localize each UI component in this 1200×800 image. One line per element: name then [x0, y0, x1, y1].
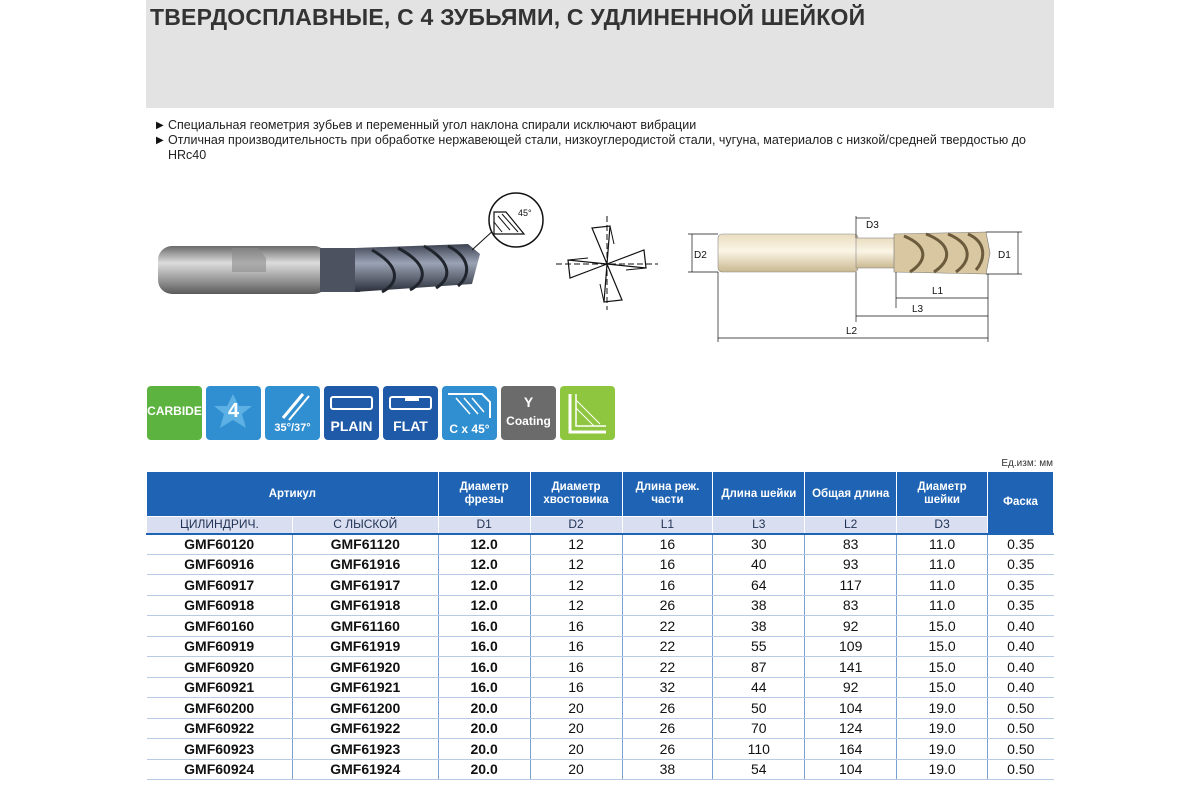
cell-cyl-article: GMF60921 [147, 677, 293, 698]
cell-d2: 20 [530, 759, 622, 780]
subheader-flat: С ЛЫСКОЙ [292, 517, 438, 534]
cell-chamfer: 0.35 [988, 595, 1054, 616]
header-l3: Длина шейки [713, 472, 805, 517]
cell-flat-article: GMF61919 [292, 636, 438, 657]
cell-d2: 20 [530, 718, 622, 739]
cell-d3: 15.0 [897, 657, 988, 678]
page-title: ТВЕРДОСПЛАВНЫЕ, С 4 ЗУБЬЯМИ, С УДЛИНЕННОЙ ШЕЙКОЙ [150, 4, 866, 30]
cell-l1: 32 [622, 677, 713, 698]
cell-d2: 16 [530, 657, 622, 678]
cell-d2: 12 [530, 595, 622, 616]
subheader-d2: D2 [530, 517, 622, 534]
bullet-arrow-icon: ▶ [156, 135, 164, 146]
cell-d1: 12.0 [438, 575, 530, 596]
cell-l1: 26 [622, 739, 713, 760]
cell-d1: 20.0 [438, 718, 530, 739]
cell-l3: 55 [713, 636, 805, 657]
cell-d1: 12.0 [438, 595, 530, 616]
cell-d1: 20.0 [438, 759, 530, 780]
cell-l2: 93 [805, 554, 897, 575]
table-row [147, 534, 1054, 555]
cell-cyl-article: GMF60160 [147, 616, 293, 637]
l1-label: L1 [932, 286, 944, 297]
cell-flat-article: GMF61923 [292, 739, 438, 760]
cell-d2: 12 [530, 554, 622, 575]
cell-d1: 16.0 [438, 677, 530, 698]
cell-chamfer: 0.50 [988, 759, 1054, 780]
cell-l2: 83 [805, 595, 897, 616]
cell-l2: 117 [805, 575, 897, 596]
cell-l3: 64 [713, 575, 805, 596]
chamfer-angle-label: 45° [518, 208, 532, 218]
chamfer-icon: C x 45° [442, 386, 497, 440]
cell-l1: 22 [622, 636, 713, 657]
table-row [147, 677, 1054, 698]
cell-cyl-article: GMF60918 [147, 595, 293, 616]
cell-d3: 11.0 [897, 575, 988, 596]
subheader-d1: D1 [438, 517, 530, 534]
cell-flat-article: GMF61200 [292, 698, 438, 719]
cell-l2: 104 [805, 759, 897, 780]
cell-l2: 92 [805, 616, 897, 637]
cell-d3: 19.0 [897, 739, 988, 760]
cell-l3: 30 [713, 534, 805, 555]
cell-l1: 22 [622, 657, 713, 678]
cell-flat-article: GMF61916 [292, 554, 438, 575]
cell-l3: 110 [713, 739, 805, 760]
cell-d3: 11.0 [897, 595, 988, 616]
cell-cyl-article: GMF60120 [147, 534, 293, 555]
unit-note: Ед.изм: мм [1001, 458, 1053, 469]
cell-l1: 16 [622, 575, 713, 596]
plain-shank-icon: PLAIN [324, 386, 379, 440]
cell-d3: 19.0 [897, 759, 988, 780]
cell-d2: 16 [530, 677, 622, 698]
l3-label: L3 [912, 304, 924, 315]
subheader-l3: L3 [713, 517, 805, 534]
cell-l2: 109 [805, 636, 897, 657]
table-row [147, 616, 1054, 637]
cell-l3: 38 [713, 595, 805, 616]
bullet-arrow-icon: ▶ [156, 120, 164, 131]
cell-cyl-article: GMF60919 [147, 636, 293, 657]
cell-l2: 104 [805, 698, 897, 719]
material-icon [560, 386, 615, 440]
cell-d3: 19.0 [897, 718, 988, 739]
header-d3: Диаметр шейки [897, 472, 988, 517]
cell-d1: 20.0 [438, 698, 530, 719]
cell-flat-article: GMF61917 [292, 575, 438, 596]
cell-d2: 16 [530, 636, 622, 657]
table-row [147, 657, 1054, 678]
cell-l2: 164 [805, 739, 897, 760]
cell-l3: 70 [713, 718, 805, 739]
cell-chamfer: 0.40 [988, 636, 1054, 657]
end-mill-illustration [150, 186, 550, 306]
cell-flat-article: GMF61924 [292, 759, 438, 780]
cell-d2: 12 [530, 534, 622, 555]
cell-chamfer: 0.40 [988, 616, 1054, 637]
d3-label: D3 [866, 220, 879, 231]
cell-l3: 54 [713, 759, 805, 780]
cell-d3: 19.0 [897, 698, 988, 719]
feature-text: Отличная производительность при обработке нержавеющей стали, низкоуглеродистой стали, чугуна, материалов с низкой/средней твердостью до HRc40 [168, 133, 1026, 162]
cell-d2: 20 [530, 739, 622, 760]
cell-l2: 83 [805, 534, 897, 555]
cell-d3: 15.0 [897, 636, 988, 657]
cell-l3: 50 [713, 698, 805, 719]
cell-d2: 20 [530, 698, 622, 719]
helix-angle-icon: 35°/37° [265, 386, 320, 440]
cell-flat-article: GMF61120 [292, 534, 438, 555]
flat-shank-icon: FLAT [383, 386, 438, 440]
cell-l1: 16 [622, 554, 713, 575]
cell-chamfer: 0.50 [988, 718, 1054, 739]
cell-flat-article: GMF61920 [292, 657, 438, 678]
cell-d2: 16 [530, 616, 622, 637]
cell-chamfer: 0.40 [988, 657, 1054, 678]
cell-cyl-article: GMF60923 [147, 739, 293, 760]
table-row [147, 575, 1054, 596]
cell-l1: 22 [622, 616, 713, 637]
cell-l3: 40 [713, 554, 805, 575]
cross-section-diagram [552, 214, 662, 314]
subheader-l2: L2 [805, 517, 897, 534]
cell-cyl-article: GMF60920 [147, 657, 293, 678]
l2-label: L2 [846, 326, 858, 337]
dimension-drawing [680, 212, 1040, 352]
subheader-cyl: ЦИЛИНДРИЧ. [147, 517, 293, 534]
table-subheader-row [147, 517, 1054, 534]
table-row [147, 759, 1054, 780]
cell-l2: 141 [805, 657, 897, 678]
cell-flat-article: GMF61160 [292, 616, 438, 637]
feature-item [156, 133, 1036, 163]
carbide-icon: CARBIDE [147, 386, 202, 440]
d1-label: D1 [998, 250, 1011, 261]
cell-d1: 20.0 [438, 739, 530, 760]
cell-flat-article: GMF61921 [292, 677, 438, 698]
cell-l3: 87 [713, 657, 805, 678]
subheader-d3: D3 [897, 517, 988, 534]
cell-d1: 16.0 [438, 616, 530, 637]
table-row [147, 554, 1054, 575]
cell-l1: 16 [622, 534, 713, 555]
table-row [147, 718, 1054, 739]
header-d2: Диаметр хвостовика [530, 472, 622, 517]
d2-label: D2 [694, 250, 707, 261]
cell-l3: 38 [713, 616, 805, 637]
cell-l1: 26 [622, 595, 713, 616]
cell-flat-article: GMF61922 [292, 718, 438, 739]
header-l2: Общая длина [805, 472, 897, 517]
feature-text: Специальная геометрия зубьев и переменный угол наклона спирали исключают вибрации [168, 118, 697, 132]
cell-d2: 12 [530, 575, 622, 596]
cell-l1: 38 [622, 759, 713, 780]
cell-d1: 12.0 [438, 534, 530, 555]
table-header-row [147, 472, 1054, 517]
coating-icon: Y Coating [501, 386, 556, 440]
cell-l1: 26 [622, 718, 713, 739]
cell-l2: 92 [805, 677, 897, 698]
cell-l3: 44 [713, 677, 805, 698]
cell-d1: 12.0 [438, 554, 530, 575]
cell-chamfer: 0.35 [988, 554, 1054, 575]
cell-l1: 26 [622, 698, 713, 719]
table-row [147, 739, 1054, 760]
cell-cyl-article: GMF60924 [147, 759, 293, 780]
table-body [147, 534, 1054, 780]
cell-l2: 124 [805, 718, 897, 739]
table-row [147, 636, 1054, 657]
cell-d3: 11.0 [897, 554, 988, 575]
cell-cyl-article: GMF60916 [147, 554, 293, 575]
cell-chamfer: 0.50 [988, 698, 1054, 719]
cell-cyl-article: GMF60922 [147, 718, 293, 739]
cell-flat-article: GMF61918 [292, 595, 438, 616]
cell-chamfer: 0.35 [988, 534, 1054, 555]
cell-d3: 15.0 [897, 616, 988, 637]
cell-cyl-article: GMF60917 [147, 575, 293, 596]
cell-chamfer: 0.35 [988, 575, 1054, 596]
cell-d1: 16.0 [438, 636, 530, 657]
header-chamfer: Фаска [988, 472, 1054, 534]
feature-item [156, 118, 1036, 133]
spec-table [146, 471, 1054, 780]
cell-chamfer: 0.50 [988, 739, 1054, 760]
cell-d3: 15.0 [897, 677, 988, 698]
four-flute-icon: 4 [206, 386, 261, 440]
table-row [147, 595, 1054, 616]
cell-cyl-article: GMF60200 [147, 698, 293, 719]
cell-d3: 11.0 [897, 534, 988, 555]
feature-list [156, 118, 1036, 163]
header-article: Артикул [147, 472, 439, 517]
subheader-l1: L1 [622, 517, 713, 534]
cell-chamfer: 0.40 [988, 677, 1054, 698]
header-d1: Диаметр фрезы [438, 472, 530, 517]
cell-d1: 16.0 [438, 657, 530, 678]
header-l1: Длина реж. части [622, 472, 713, 517]
table-row [147, 698, 1054, 719]
